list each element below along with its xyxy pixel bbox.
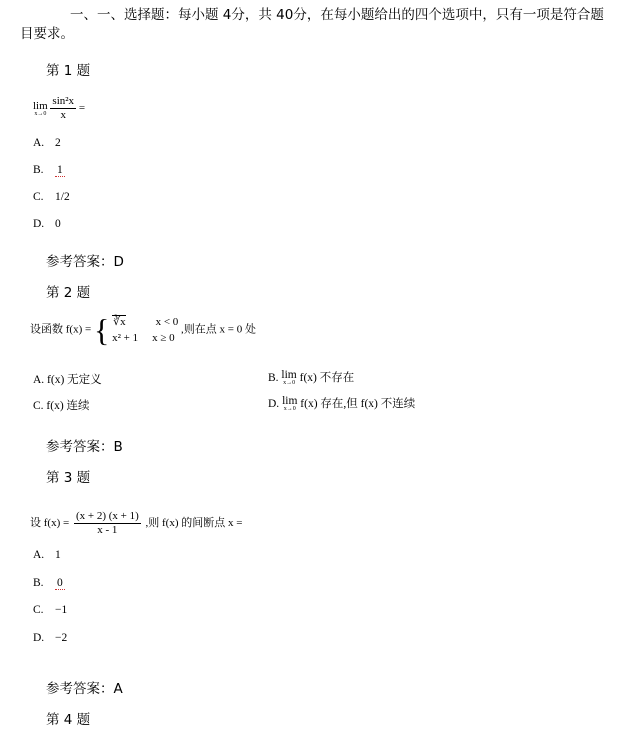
case-1-expression: ∛x — [113, 316, 126, 328]
piecewise-cases — [112, 314, 178, 346]
question-1-option-d[interactable] — [33, 218, 61, 230]
question-4-title: 第 4 题 — [46, 712, 91, 728]
equals-sign: = — [78, 102, 86, 115]
option-letter: A. — [33, 549, 45, 561]
option-text: −1 — [55, 604, 68, 616]
option-text: 1/2 — [55, 191, 70, 203]
question-2-option-d[interactable] — [268, 395, 415, 412]
question-3-option-c[interactable] — [33, 604, 67, 616]
question-1-option-a[interactable] — [33, 137, 61, 149]
question-2-option-b[interactable] — [268, 369, 354, 386]
case-2-condition: x ≥ 0 — [152, 332, 175, 344]
option-letter: B. — [33, 577, 44, 589]
limit-label: lim — [281, 369, 297, 382]
option-letter: D. — [33, 632, 45, 644]
option-text: 0 — [57, 577, 63, 589]
fraction — [74, 510, 141, 537]
question-3-option-d[interactable] — [33, 632, 67, 644]
option-letter: C. — [33, 191, 44, 203]
function-definition-lead: 设 f(x) = — [30, 517, 70, 530]
fraction-denominator: x - 1 — [97, 524, 118, 536]
question-3-option-b[interactable] — [33, 577, 65, 589]
question-3-title: 第 3 题 — [46, 470, 91, 486]
limit-operator — [282, 396, 297, 412]
case-1-condition: x < 0 — [155, 316, 179, 328]
question-1-option-b[interactable] — [33, 164, 65, 176]
fraction-numerator: sin²x — [52, 95, 75, 107]
question-2-option-c[interactable]: C. f(x) 连续 — [33, 400, 90, 412]
fraction — [50, 95, 76, 122]
option-letter: C. — [33, 604, 44, 616]
question-1-formula — [33, 95, 85, 122]
limit-label: lim — [33, 99, 48, 112]
option-text: 1 — [55, 549, 61, 561]
question-2-option-a[interactable]: A. f(x) 无定义 — [33, 374, 102, 386]
option-text: 0 — [55, 218, 61, 230]
option-text: f(x) 存在,但 f(x) 不连续 — [300, 398, 416, 410]
case-2-expression: x² + 1 — [112, 332, 139, 344]
question-3-formula — [30, 510, 242, 537]
question-1-title: 第 1 题 — [46, 63, 91, 79]
question-2-title: 第 2 题 — [46, 285, 91, 301]
option-text: 1 — [57, 164, 63, 176]
left-brace: { — [93, 312, 110, 348]
fraction-denominator: x — [60, 109, 66, 121]
function-definition-tail: ,则在点 x = 0 处 — [181, 323, 257, 336]
option-letter: D. — [33, 218, 45, 230]
limit-subscript: x→0 — [34, 110, 47, 117]
question-2-answer: 参考答案：B — [46, 439, 123, 455]
function-definition-tail: ,则 f(x) 的间断点 x = — [145, 517, 243, 530]
option-text: f(x) 不存在 — [299, 372, 355, 384]
limit-operator — [281, 370, 296, 386]
question-3-answer: 参考答案：A — [46, 681, 123, 697]
limit-label: lim — [282, 395, 298, 408]
limit-subscript: x→0 — [283, 380, 296, 387]
fraction-numerator: (x + 2) (x + 1) — [75, 510, 139, 522]
option-letter: B. — [268, 372, 279, 384]
option-letter: A. — [33, 137, 45, 149]
function-definition-lead: 设函数 f(x) = — [30, 323, 92, 336]
option-letter: B. — [33, 164, 44, 176]
section-heading — [20, 6, 610, 44]
option-letter: D. — [268, 398, 280, 410]
limit-operator — [33, 101, 48, 117]
question-3-option-a[interactable] — [33, 549, 61, 561]
option-text: −2 — [55, 632, 68, 644]
limit-subscript: x→0 — [283, 406, 296, 413]
section-heading-text: 一、一、选择题：每小题 4分，共 40分，在每小题给出的四个选项中，只有一项是符合题目要求。 — [20, 7, 604, 42]
question-1-option-c[interactable] — [33, 191, 70, 203]
option-text: 2 — [55, 137, 61, 149]
case-row-2 — [112, 330, 178, 346]
case-row-1 — [112, 314, 178, 330]
question-1-answer: 参考答案：D — [46, 254, 124, 270]
question-2-formula — [30, 314, 256, 346]
